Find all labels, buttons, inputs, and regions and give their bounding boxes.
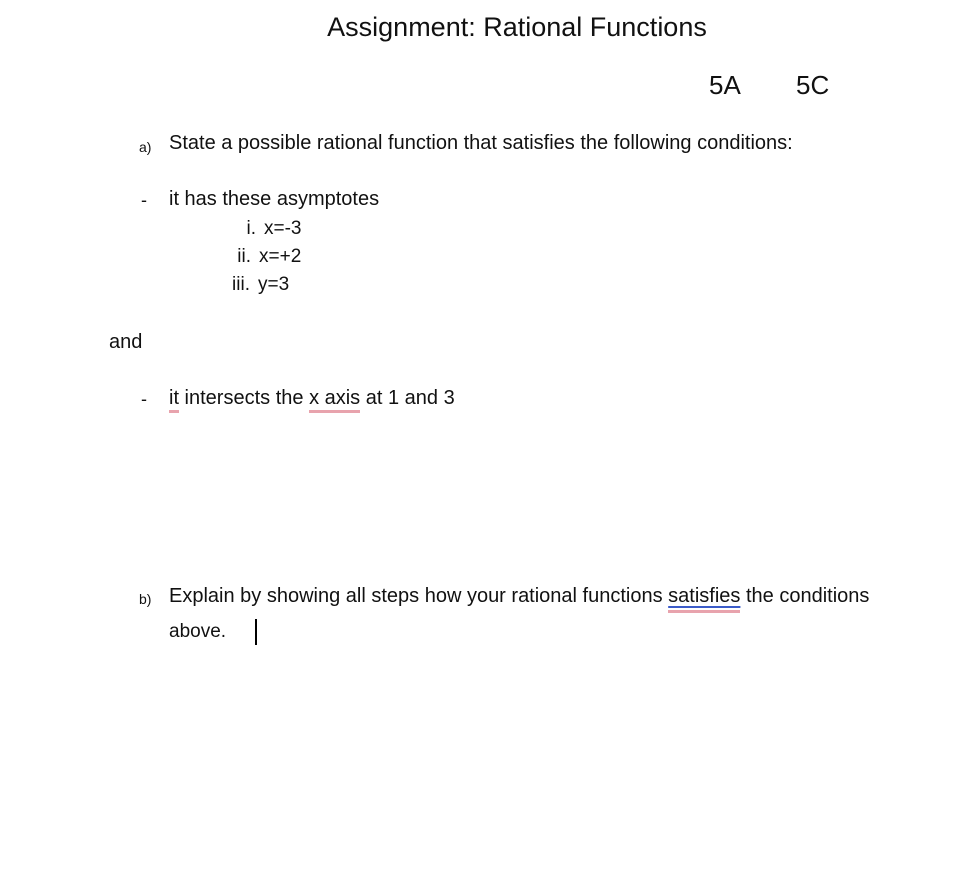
intersection-condition (169, 387, 455, 410)
asymptote-value: y=3 (258, 274, 290, 295)
spellcheck-flag-x-axis[interactable]: x axis (309, 387, 360, 413)
asymptotes-label: it has these asymptotes (169, 188, 380, 210)
asymptote-item (210, 274, 289, 296)
part-b-prompt-line2: above. (169, 621, 227, 642)
part-b-marker: b) (139, 591, 152, 607)
part-a-prompt: State a possible rational function that satisfies the following conditions: (169, 132, 793, 154)
class-code-5a: 5A (709, 70, 741, 100)
part-b-prompt-line1 (169, 585, 869, 608)
intersection-values: at 1 and 3 (360, 387, 455, 409)
bullet-dash-2: - (141, 389, 147, 409)
bullet-dash-1: - (141, 190, 147, 210)
text-cursor[interactable] (255, 619, 257, 645)
intersection-text: intersects the (179, 387, 310, 409)
asymptote-value: x=-3 (264, 218, 302, 239)
asymptote-value: x=+2 (259, 246, 302, 267)
roman-numeral: iii. (232, 274, 250, 295)
roman-numeral: ii. (237, 246, 251, 267)
roman-numeral: i. (246, 218, 256, 239)
asymptote-item (216, 218, 302, 240)
part-b-text: Explain by showing all steps how your rational functions (169, 585, 669, 607)
spellcheck-flag-it[interactable]: it (169, 387, 179, 413)
part-b-text-end: the conditions (740, 585, 870, 607)
connector-and: and (109, 331, 143, 353)
class-code-5c: 5C (796, 70, 830, 100)
document-title: Assignment: Rational Functions (327, 12, 707, 42)
asymptote-item (211, 246, 301, 268)
part-a-marker: a) (139, 139, 152, 155)
grammar-flag-satisfies[interactable]: satisfies (668, 585, 740, 613)
